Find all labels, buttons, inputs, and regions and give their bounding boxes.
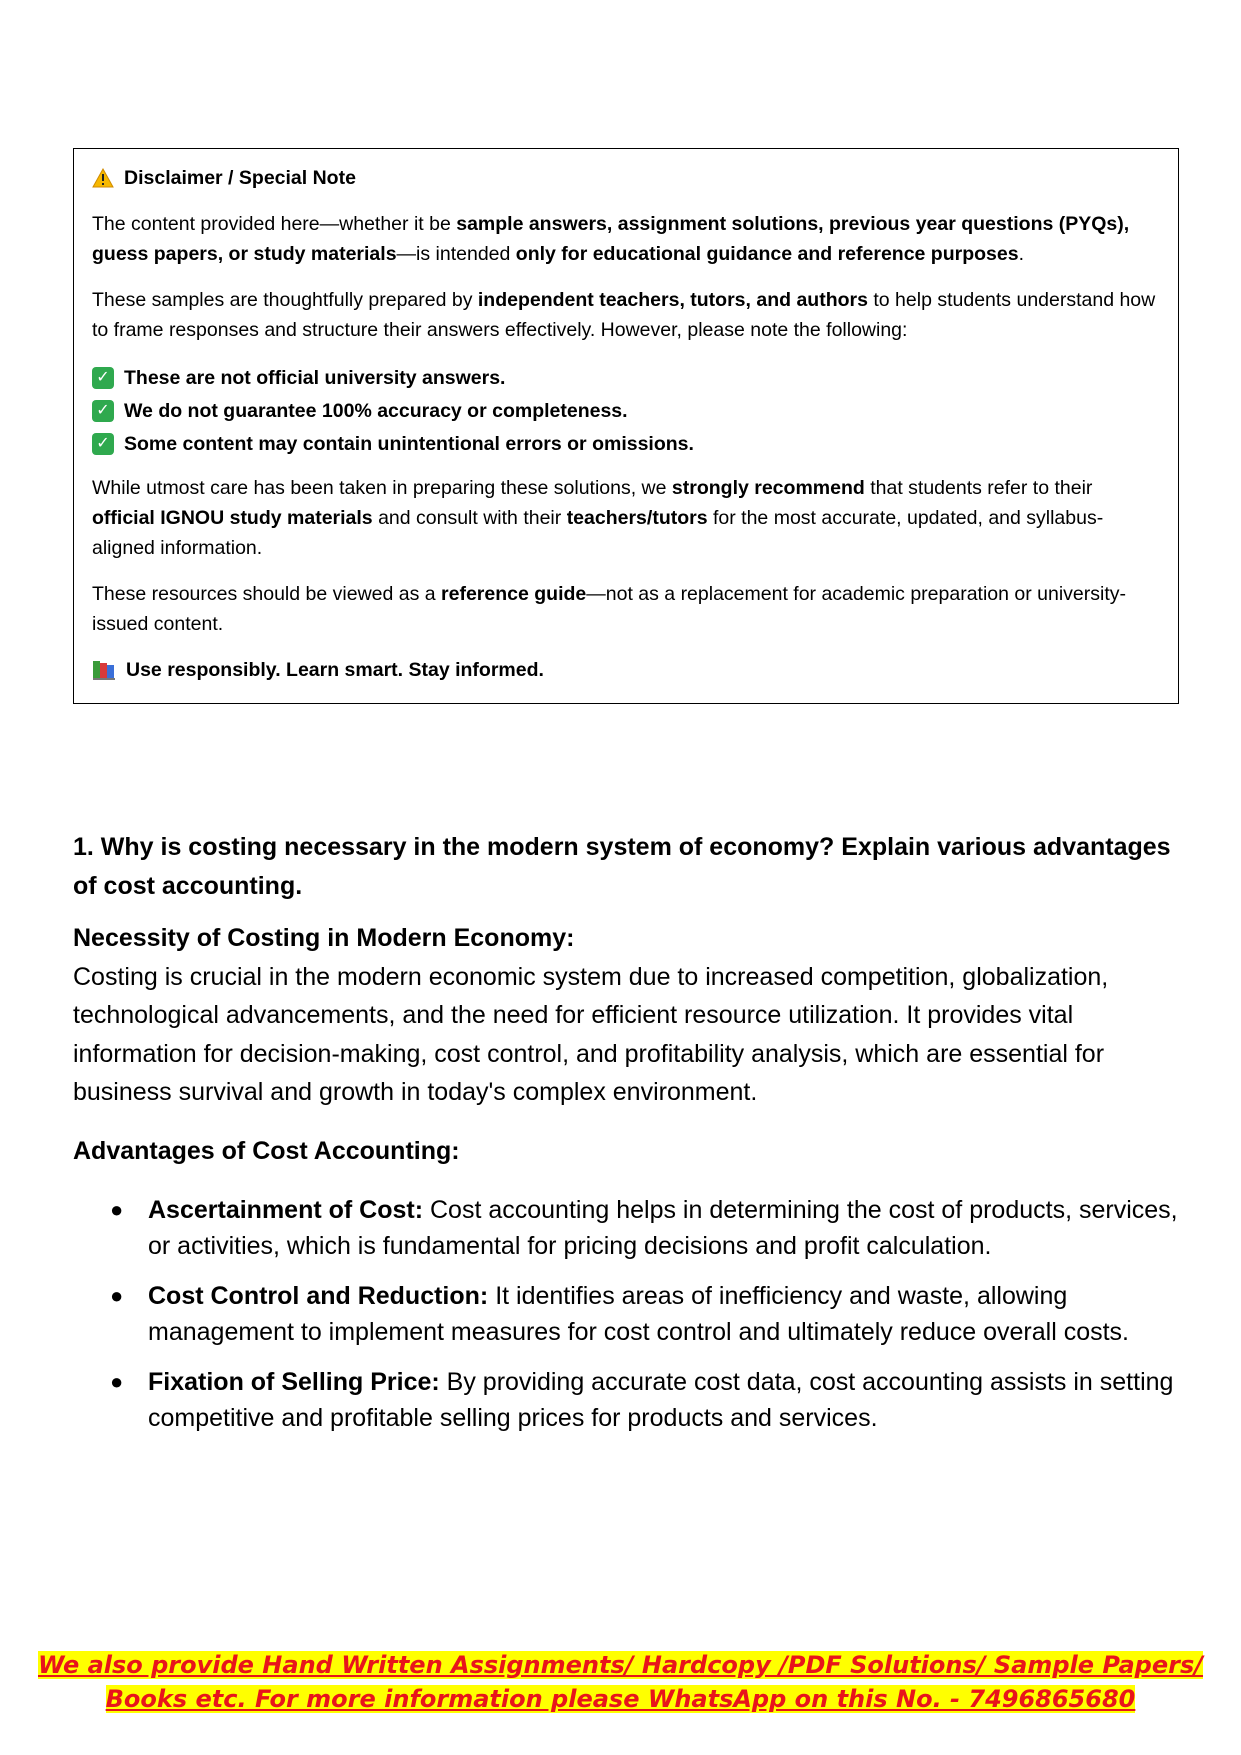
disclaimer-paragraph-4: These resources should be viewed as a reference guide—not as a replacement for academic preparation or university-issued content. [92,583,1127,635]
list-item: ✓ These are not official university answers. [92,361,1160,394]
check-mark-icon: ✓ [92,433,114,455]
disclaimer-footer [92,655,1160,685]
disclaimer-title [92,163,1160,193]
disclaimer-paragraph-3: While utmost care has been taken in preparing these solutions, we strongly recommend that students refer to their official IGNOU study materials and consult with their teachers/tutors for the most accurate, updated, and syllabus-aligned information. [92,477,1104,559]
check-mark-icon: ✓ [92,367,114,389]
question-section [73,828,1183,1450]
disclaimer-box [73,148,1179,704]
list-item: ● Cost Control and Reduction: It identifies areas of inefficiency and waste, allowing management to implement measures for cost control and ultimately reduce overall costs. [73,1278,1183,1350]
check-mark-icon: ✓ [92,400,114,422]
promo-line-1: We also provide Hand Written Assignments/ Hardcopy /PDF Solutions/ Sample Papers/ [38,1651,1203,1679]
necessity-paragraph: Costing is crucial in the modern economic system due to increased competition, globalization, technological advancements, and the need for efficient resource utilization. It provides vital information for decision-making, cost control, and profitability analysis, which are essential for business survival and growth in today's complex environment. [73,962,1109,1106]
advantages-heading: Advantages of Cost Accounting: [73,1136,460,1165]
advantages-list [73,1192,1183,1436]
books-icon [92,659,116,681]
disclaimer-paragraph-1: The content provided here—whether it be sample answers, assignment solutions, previous year questions (PYQs), guess papers, or study materials—is intended only for educational guidance and reference purposes. [92,213,1130,265]
bullet-icon: ● [110,1283,124,1308]
disclaimer-title-text: Disclaimer / Special Note [124,167,356,189]
disclaimer-check-list [92,361,1160,460]
list-item: ✓ Some content may contain unintentional errors or omissions. [92,427,1160,460]
bullet-icon: ● [110,1369,124,1394]
promo-banner [0,1648,1241,1716]
list-item: ● Fixation of Selling Price: By providing accurate cost data, cost accounting assists in setting competitive and profitable selling prices for products and services. [73,1364,1183,1436]
warning-icon [92,168,114,188]
disclaimer-footer-text: Use responsibly. Learn smart. Stay informed. [126,659,544,681]
promo-line-2: Books etc. For more information please WhatsApp on this No. - 7496865680 [105,1685,1136,1713]
list-item: ✓ We do not guarantee 100% accuracy or completeness. [92,394,1160,427]
question-title: 1. Why is costing necessary in the modern system of economy? Explain various advantages of cost accounting. [73,833,1171,900]
disclaimer-paragraph-2: These samples are thoughtfully prepared by independent teachers, tutors, and authors to help students understand how to frame responses and structure their answers effectively. However, please note the following: [92,289,1156,341]
bullet-icon: ● [110,1197,124,1222]
list-item: ● Ascertainment of Cost: Cost accounting helps in determining the cost of products, services, or activities, which is fundamental for pricing decisions and profit calculation. [73,1192,1183,1264]
necessity-heading: Necessity of Costing in Modern Economy: [73,924,575,952]
